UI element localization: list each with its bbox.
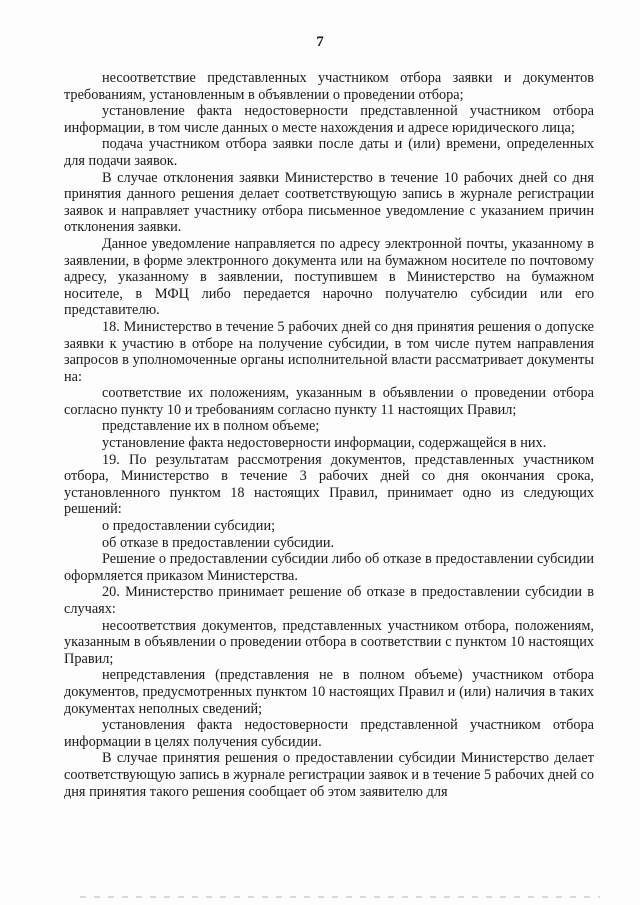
scan-artifact (80, 896, 600, 898)
paragraph: несоответствия документов, представленных участником отбора, положениям, указанным в объявлении о проведении отбора в соответствии с пунктом 10 настоящих Правил; (64, 617, 594, 667)
page-number: 7 (316, 34, 324, 50)
paragraph: установление факта недостоверности информации, содержащейся в них. (102, 435, 547, 452)
paragraph: 18. Министерство в течение 5 рабочих дней со дня принятия решения о допуске заявки к участию в отборе на получение субсидии, в том числе путем направления запросов в уполномоченные органы исполнительной власти рассматривает документы на: (64, 318, 594, 385)
paragraph: представление их в полном объеме; (102, 418, 320, 435)
paragraph: Данное уведомление направляется по адресу электронной почты, указанному в заявлении, в форме электронного документа или на бумажном носителе по почтовому адресу, указанному в заявлении, поступившем в Министерство на бумажном носителе, в МФЦ либо передается нарочно получателю субсидии или его представителю. (64, 235, 594, 319)
paragraph: непредставления (представления не в полном объеме) участником отбора документов, предусмотренных пунктом 10 настоящих Правил и (или) наличия в таких документах неполных сведений; (64, 667, 594, 717)
paragraph: несоответствие представленных участником отбора заявки и документов требованиям, установленным в объявлении о проведении отбора; (64, 70, 594, 103)
paragraph: об отказе в предоставлении субсидии. (102, 534, 335, 551)
paragraph: 19. По результатам рассмотрения документов, представленных участником отбора, Министерство в течение 3 рабочих дней со дня окончания срока, установленного пунктом 18 настоящих Правил, принимает одно из следующих решений: (64, 451, 594, 518)
paragraph: Решение о предоставлении субсидии либо об отказе в предоставлении субсидии оформляется приказом Министерства. (64, 551, 594, 584)
paragraph: подача участником отбора заявки после даты и (или) времени, определенных для подачи заявок. (64, 136, 594, 169)
paragraph: установление факта недостоверности представленной участником отбора информации, в том числе данных о месте нахождения и адресе юридического лица; (64, 103, 594, 136)
paragraph: В случае отклонения заявки Министерство в течение 10 рабочих дней со дня принятия данного решения делает соответствующую запись в журнале регистрации заявок и направляет участнику отбора письменное уведомление с указанием причин отклонения заявки. (64, 169, 594, 236)
paragraph: В случае принятия решения о предоставлении субсидии Министерство делает соответствующую запись в журнале регистрации заявок и в течение 5 рабочих дней со дня принятия такого решения сообщает об этом заявителю для (64, 750, 594, 800)
paragraph: соответствие их положениям, указанным в объявлении о проведении отбора согласно пункту 10 и требованиям согласно пункту 11 настоящих Правил; (64, 385, 594, 418)
paragraph: о предоставлении субсидии; (102, 518, 276, 535)
paragraph: 20. Министерство принимает решение об отказе в предоставлении субсидии в случаях: (64, 584, 594, 617)
document-body (64, 70, 594, 800)
paragraph: установления факта недостоверности представленной участником отбора информации в целях получения субсидии. (64, 717, 594, 750)
